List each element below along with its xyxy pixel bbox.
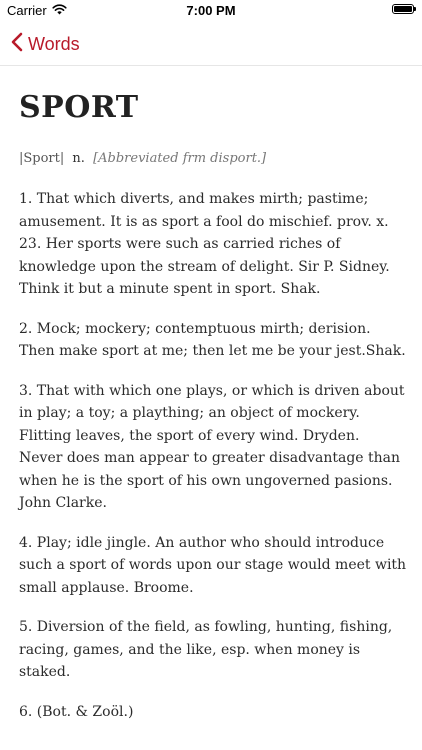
part-of-speech: n. [72,151,85,166]
chevron-left-icon [11,32,23,57]
carrier-label: Carrier [7,3,47,18]
pronunciation: |Sport| [19,151,65,166]
battery-icon [392,4,414,14]
status-time: 7:00 PM [186,3,236,18]
battery-level [394,6,412,12]
definition-sense: 5. Diversion of the field, as fowling, hunting, fishing, racing, games, and the like, esp. when money is staked. [19,619,393,680]
navigation-bar [0,22,422,66]
definition-sense: 1. That which diverts, and makes mirth; pastime; amusement. It is as sport a fool do mischief. prov. x. 23. Her sports were such as carried riches of knowledge upon the stream of delight. Sir P. Sidney. Think it but a minute spent in sport. Shak. [19,191,390,297]
back-button-label: Words [28,33,80,54]
entry-header-line [19,150,407,168]
definition-sense: 2. Mock; mockery; contemptuous mirth; derision. Then make sport at me; then let me be your jest.Shak. [19,320,406,359]
entry-word: SPORT [19,90,139,125]
definition-list [19,188,407,723]
back-button[interactable] [11,30,80,58]
status-right [392,4,414,14]
definition-sense: 6. (Bot. & Zoöl.) [19,703,134,720]
definition-sense: 3. That with which one plays, or which is driven about in play; a toy; a plaything; an object of mockery. Flitting leaves, the sport of every wind. Dryden. Never does man appear to greater disadvantage than when he is the sport of his own ungoverned pasions. John Clarke. [19,382,405,511]
definition-sense: 4. Play; idle jingle. An author who should introduce such a sport of words upon our stage would meet with small applause. Broome. [19,534,407,596]
etymology: [Abbreviated frm disport.] [93,151,267,166]
entry-content [19,86,407,740]
status-bar [0,0,422,22]
